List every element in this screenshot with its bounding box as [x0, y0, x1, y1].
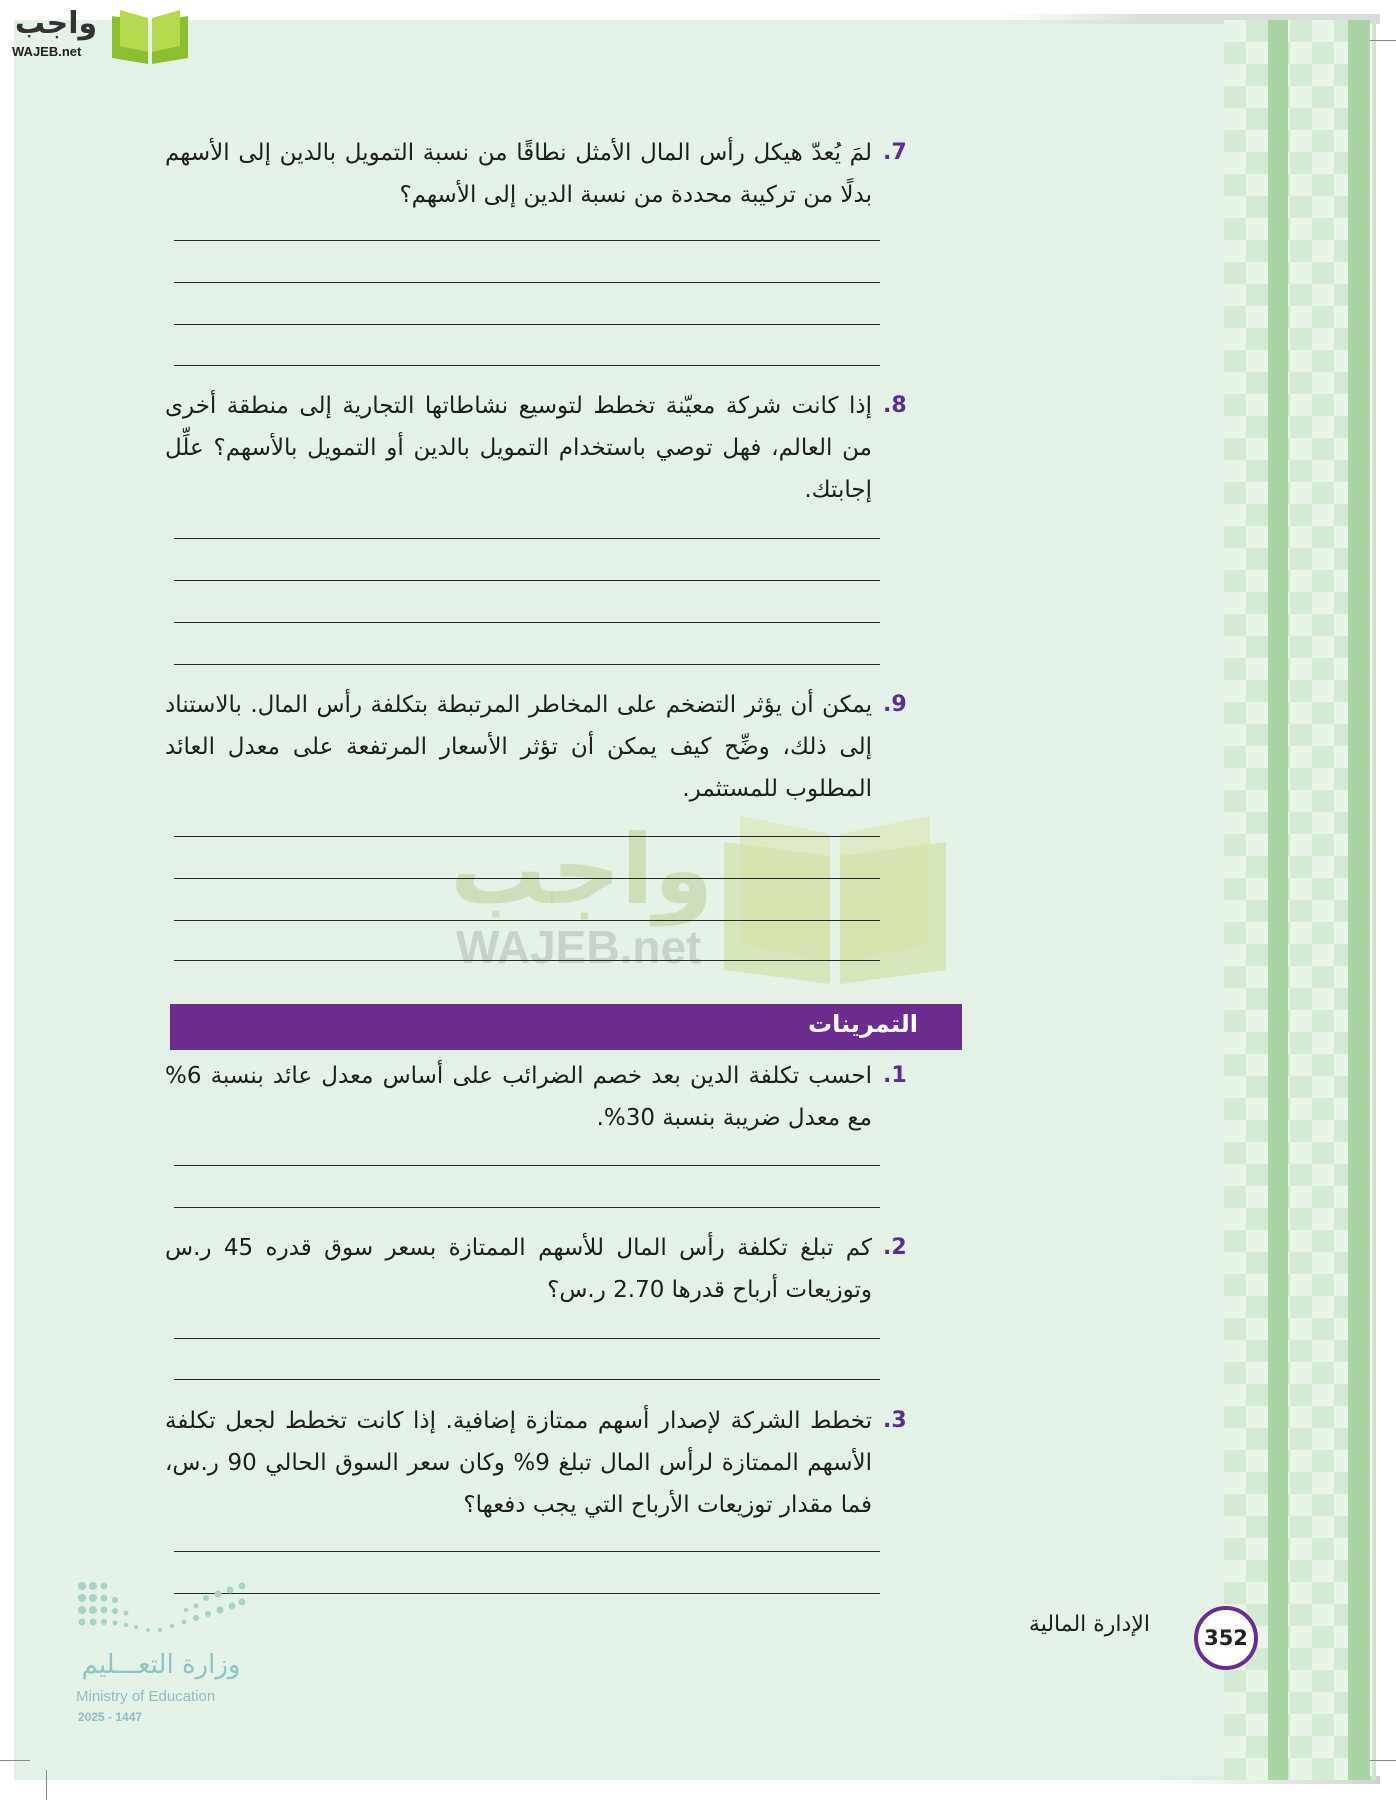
ministry-arabic-name: وزارة التعـــليم	[81, 1650, 241, 1680]
answer-line[interactable]	[174, 538, 880, 539]
answer-line[interactable]	[174, 1207, 880, 1208]
crop-mark	[1370, 40, 1396, 41]
decorative-stripe	[1372, 20, 1376, 1780]
exercises-title: التمرينات	[808, 1010, 918, 1038]
answer-line[interactable]	[174, 878, 880, 879]
exercise-text: كم تبلغ تكلفة رأس المال للأسهم الممتازة بسعر سوق قدره 45 ر.س وتوزيعات أرباح قدرها 2.70 ر.س؟	[165, 1235, 872, 1303]
exercise-number: .3	[883, 1408, 907, 1433]
logo-latin-text: WAJEB.net	[12, 44, 82, 59]
answer-line[interactable]	[174, 1379, 880, 1380]
exercise-1	[165, 1055, 927, 1145]
logo-wordmark	[8, 4, 104, 68]
answer-line[interactable]	[174, 622, 880, 623]
decorative-stripe	[1348, 20, 1370, 1780]
ministry-dots-icon	[76, 1580, 246, 1642]
exercise-number: .2	[883, 1235, 907, 1260]
answer-line[interactable]	[174, 836, 880, 837]
question-7	[165, 132, 927, 222]
crop-mark	[46, 1770, 47, 1800]
question-8	[165, 385, 927, 515]
watermark-latin: WAJEB.net	[456, 921, 702, 973]
open-book-icon	[110, 8, 190, 66]
answer-line[interactable]	[174, 324, 880, 325]
answer-line[interactable]	[174, 282, 880, 283]
question-number: .8	[883, 393, 907, 418]
watermark-arabic: واجب	[450, 814, 714, 926]
exercise-text: احسب تكلفة الدين بعد خصم الضرائب على أساس معدل عائد بنسبة 6% مع معدل ضريبة بنسبة 30%.	[165, 1063, 872, 1131]
answer-line[interactable]	[174, 960, 880, 961]
crop-mark	[0, 1760, 30, 1761]
ministry-year: 2025 - 1447	[78, 1710, 143, 1724]
question-9	[165, 684, 927, 814]
answer-line[interactable]	[174, 920, 880, 921]
answer-line[interactable]	[174, 1338, 880, 1339]
crop-mark	[1370, 1760, 1396, 1761]
ministry-of-education-logo	[76, 1580, 256, 1730]
exercises-header	[170, 1004, 962, 1050]
answer-line[interactable]	[174, 664, 880, 665]
answer-line[interactable]	[174, 580, 880, 581]
logo-arabic-text: واجب	[14, 6, 98, 41]
footer-book-title: الإدارة المالية	[1028, 1612, 1150, 1637]
exercise-text: تخطط الشركة لإصدار أسهم ممتازة إضافية. إذا كانت تخطط لجعل تكلفة الأسهم الممتازة لرأس المال تبلغ 9% وكان سعر السوق الحالي 90 ر.س، فما مقدار توزيعات الأرباح التي يجب دفعها؟	[165, 1408, 872, 1518]
question-text: لمَ يُعدّ هيكل رأس المال الأمثل نطاقًا من نسبة التمويل بالدين إلى الأسهم بدلًا من تركيبة محددة من نسبة الدين إلى الأسهم؟	[165, 140, 872, 208]
exercise-3	[165, 1400, 927, 1530]
ministry-english-name: Ministry of Education	[76, 1688, 216, 1705]
answer-line[interactable]	[174, 365, 880, 366]
answer-line[interactable]	[174, 1593, 880, 1594]
question-text: إذا كانت شركة معيّنة تخطط لتوسيع نشاطاتها التجارية إلى منطقة أخرى من العالم، فهل توصي باستخدام التمويل بالدين أو التمويل بالأسهم؟ علِّل إجابتك.	[165, 393, 872, 503]
wajeb-logo[interactable]	[8, 4, 188, 68]
exercise-number: .1	[883, 1063, 907, 1088]
exercise-2	[165, 1227, 927, 1317]
question-number: .9	[883, 692, 907, 717]
answer-line[interactable]	[174, 1551, 880, 1552]
answer-line[interactable]	[174, 240, 880, 241]
answer-line[interactable]	[174, 1165, 880, 1166]
page-number-badge: 352	[1194, 1606, 1258, 1670]
decorative-stripe	[1268, 20, 1288, 1780]
question-number: .7	[883, 140, 907, 165]
question-text: يمكن أن يؤثر التضخم على المخاطر المرتبطة بتكلفة رأس المال. بالاستناد إلى ذلك، وضِّح كيف يمكن أن تؤثر الأسعار المرتفعة على معدل العائد المطلوب للمستثمر.	[165, 692, 872, 802]
